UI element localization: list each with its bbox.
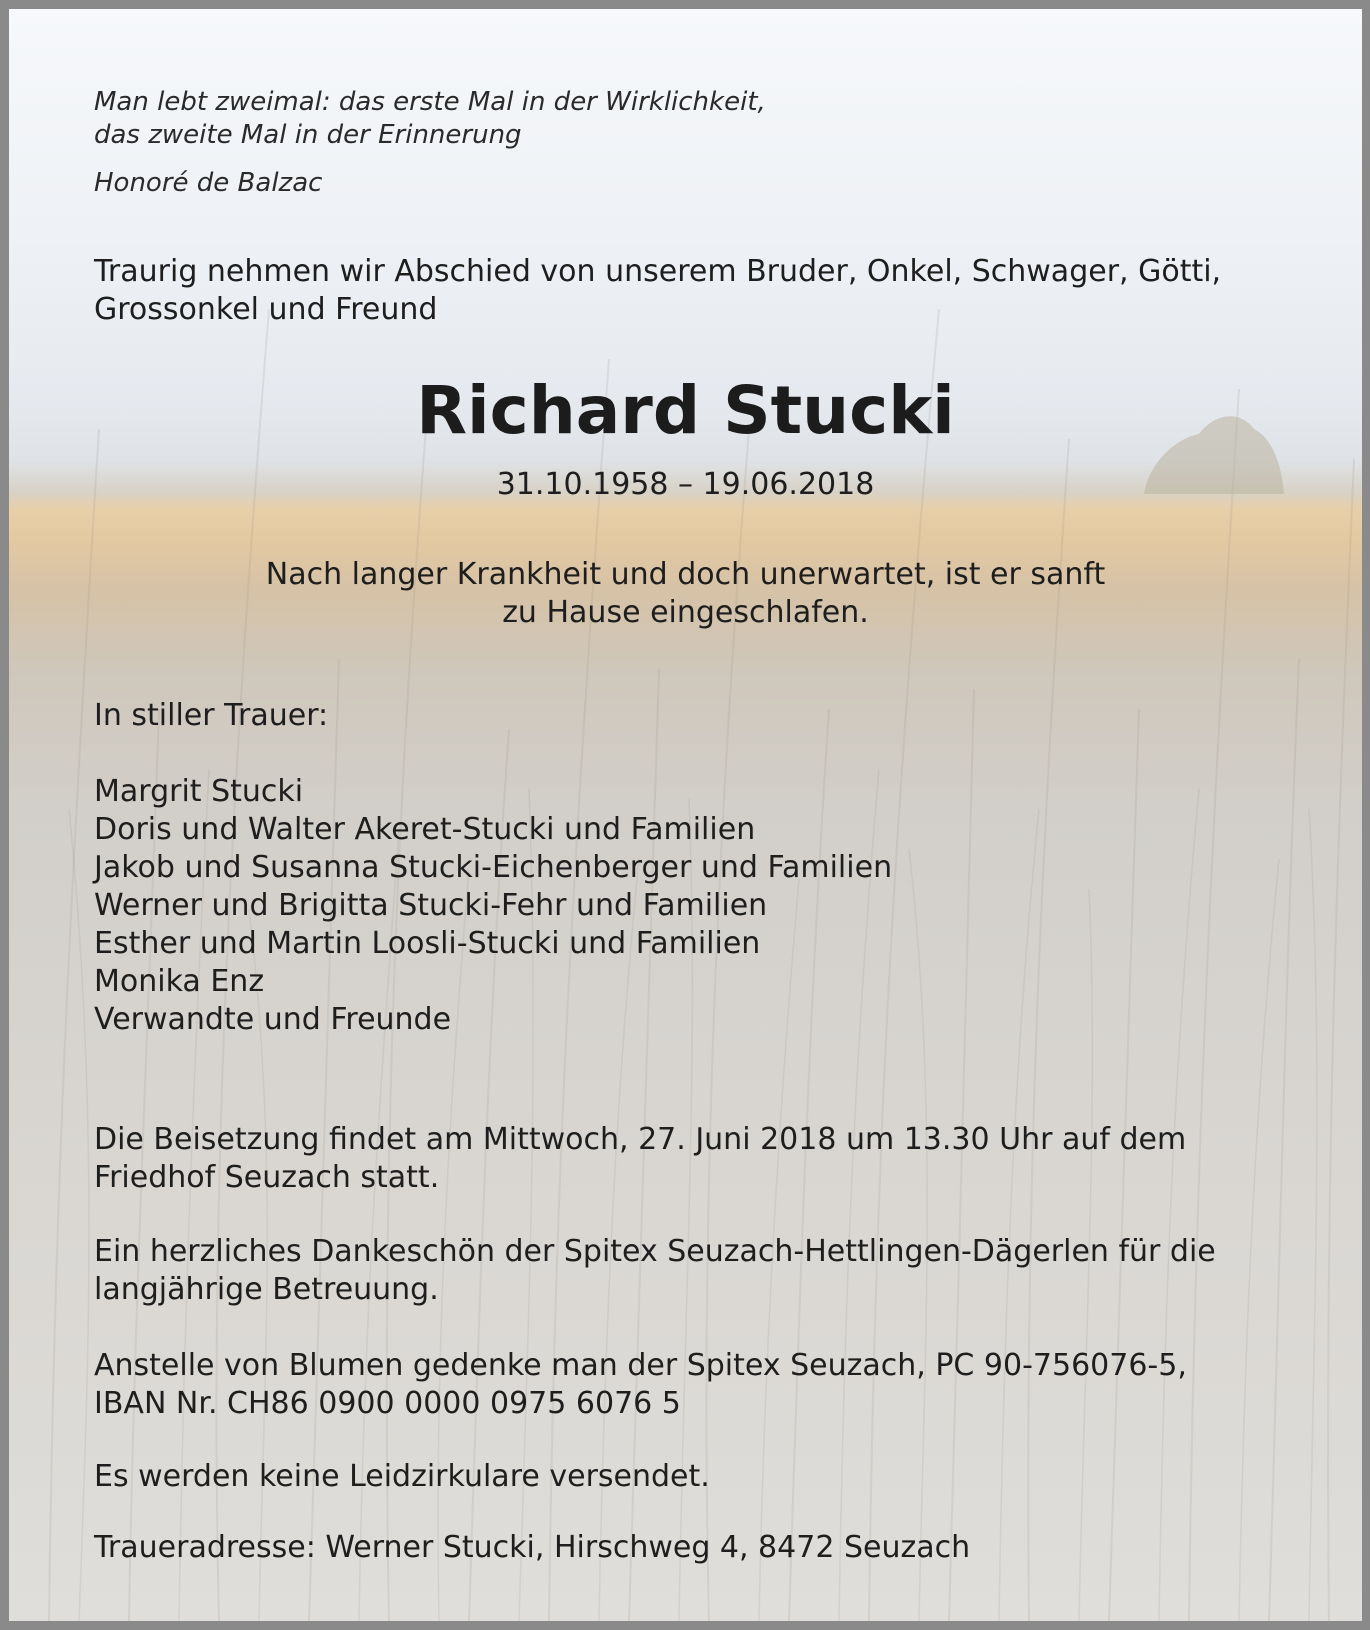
quote-line-2: das zweite Mal in der Erinnerung	[94, 120, 522, 150]
quote-author: Honoré de Balzac	[94, 168, 323, 198]
funeral-line-2: Friedhof Seuzach statt.	[94, 1160, 440, 1195]
thanks-notice	[94, 1233, 1216, 1309]
thanks-line-1: Ein herzliches Dankeschön der Spitex Seuzach-Hettlingen-Dägerlen für die	[94, 1234, 1216, 1269]
donation-line-1: Anstelle von Blumen gedenke man der Spitex Seuzach, PC 90-756076-5,	[94, 1348, 1187, 1383]
mourner-item: Monika Enz	[94, 964, 265, 999]
donation-notice	[94, 1347, 1187, 1423]
passing-line-2: zu Hause eingeschlafen.	[502, 595, 869, 630]
quote-line-1: Man lebt zweimal: das erste Mal in der Wirklichkeit,	[94, 87, 766, 117]
mourning-address: Traueradresse: Werner Stucki, Hirschweg 4, 8472 Seuzach	[94, 1530, 971, 1565]
funeral-line-1: Die Beisetzung findet am Mittwoch, 27. Juni 2018 um 13.30 Uhr auf dem	[94, 1122, 1187, 1157]
obituary-page	[9, 9, 1362, 1621]
thanks-line-2: langjährige Betreuung.	[94, 1272, 439, 1307]
mourner-item: Jakob und Susanna Stucki-Eichenberger und Familien	[94, 850, 893, 885]
mourner-item: Verwandte und Freunde	[94, 1002, 452, 1037]
mourner-item: Werner und Brigitta Stucki-Fehr und Familien	[94, 888, 768, 923]
intro-line-2: Grossonkel und Freund	[94, 292, 438, 327]
passing-line-1: Nach langer Krankheit und doch unerwartet, ist er sanft	[265, 557, 1106, 592]
mourner-item: Esther und Martin Loosli-Stucki und Familien	[94, 926, 761, 961]
intro-line-1: Traurig nehmen wir Abschied von unserem Bruder, Onkel, Schwager, Götti,	[94, 254, 1222, 289]
no-circulars-notice: Es werden keine Leidzirkulare versendet.	[94, 1459, 710, 1494]
mourning-label: In stiller Trauer:	[94, 698, 329, 733]
mourner-item: Margrit Stucki	[94, 774, 304, 809]
life-dates: 31.10.1958 – 19.06.2018	[496, 467, 875, 502]
funeral-notice	[94, 1121, 1186, 1197]
mourners-list	[94, 773, 892, 1039]
donation-line-2: IBAN Nr. CH86 0900 0000 0975 6076 5	[94, 1386, 681, 1421]
passing-text	[9, 556, 1362, 632]
intro-text	[94, 253, 1221, 329]
epigraph-quote	[94, 86, 766, 152]
deceased-name: Richard Stucki	[416, 372, 955, 449]
mourner-item: Doris und Walter Akeret-Stucki und Familien	[94, 812, 756, 847]
